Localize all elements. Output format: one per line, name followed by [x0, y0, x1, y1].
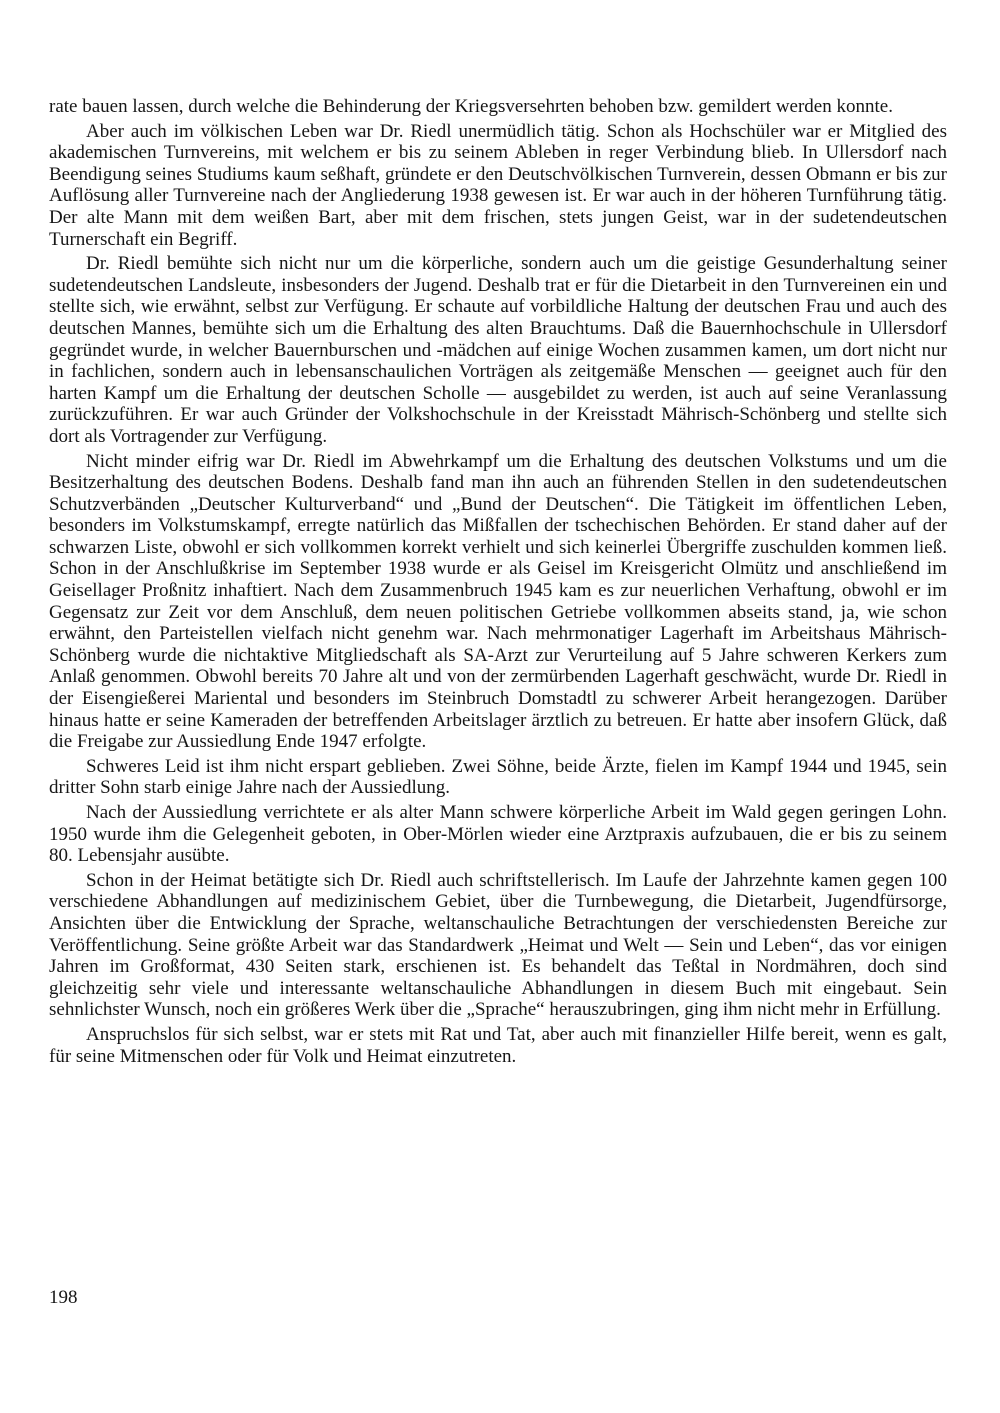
paragraph-abwehrkampf: Nicht minder eifrig war Dr. Riedl im Abwehrkampf um die Erhaltung des deutschen Volkstums und um die Besitzerhaltung des deutschen Bodens. Deshalb fand man ihn auch an führenden Stellen in den sudetendeutschen Schutzverbänden „Deutscher Kulturverband“ und „Bund der Deutschen“. Die Tätigkeit im öffentlichen Leben, besonders im Volkstumskampf, erregte natürlich das Mißfallen der tschechischen Behörden. Er stand daher auf der schwarzen Liste, obwohl er sich vollkommen korrekt verhielt und sich keinerlei Übergriffe zuschulden kommen ließ. Schon in der Anschlußkrise im September 1938 wurde er als Geisel im Kreisgericht Olmütz und anschließend im Geisellager Proßnitz inhaftiert. Nach dem Zusammenbruch 1945 kam es zur neuerlichen Verhaftung, obwohl er im Gegensatz zur Zeit vor dem Anschluß, dem neuen politischen Getriebe vollkommen abseits stand, ja, wie schon erwähnt, den Parteistellen vielfach nicht genehm war. Nach mehrmonatiger Lagerhaft im Arbeitshaus Mährisch-Schönberg wurde die nichtaktive Mitgliedschaft als SA-Arzt zur Verurteilung auf 5 Jahre schweren Kerkers zum Anlaß genommen. Obwohl bereits 70 Jahre alt und von der zermürbenden Lagerhaft geschwächt, wurde Dr. Riedl in der Eisengießerei Mariental und besonders im Steinbruch Domstadtl zu schwerer Arbeit herangezogen. Darüber hinaus hatte er seine Kameraden der betreffenden Arbeitslager ärztlich zu betreuen. Er hatte aber insofern Glück, daß die Freigabe zur Aussiedlung Ende 1947 erfolgte. — [49, 450, 947, 753]
page-body — [49, 96, 947, 1070]
paragraph-schriftstellerisch: Schon in der Heimat betätigte sich Dr. Riedl auch schriftstellerisch. Im Laufe der Jahrzehnte kamen gegen 100 verschiedene Abhandlungen auf medizinischem Gebiet, über die Turnbewegung, die Dietarbeit, Jugendfürsorge, Ansichten über die Entwicklung der Sprache, weltanschauliche Betrachtungen der verschiedensten Bereiche zur Veröffentlichung. Seine größte Arbeit war das Standardwerk „Heimat und Welt — Sein und Leben“, das vor einigen Jahren im Großformat, 430 Seiten stark, erschienen ist. Es behandelt das Teßtal in Nordmähren, doch sind gleichzeitig sehr viele und interessante weltanschauliche Abhandlungen in diesem Buch mit eingebaut. Sein sehnlichster Wunsch, noch ein größeres Werk über die „Sprache“ herauszubringen, ging ihm nicht mehr in Erfüllung. — [49, 869, 947, 1021]
page-number: 198 — [49, 1287, 78, 1308]
paragraph-nach-der-aussiedlung: Nach der Aussiedlung verrichtete er als alter Mann schwere körperliche Arbeit im Wald gegen geringen Lohn. 1950 wurde ihm die Gelegenheit geboten, in Ober-Mörlen wieder eine Arztpraxis aufzubauen, die er bis zu seinem 80. Lebensjahr ausübte. — [49, 802, 947, 867]
paragraph-schweres-leid: Schweres Leid ist ihm nicht erspart geblieben. Zwei Söhne, beide Ärzte, fielen im Kampf 1944 und 1945, sein dritter Sohn starb einige Jahre nach der Aussiedlung. — [49, 755, 947, 799]
paragraph-anspruchslos: Anspruchslos für sich selbst, war er stets mit Rat und Tat, aber auch mit finanzieller Hilfe bereit, wenn es galt, für seine Mitmenschen oder für Volk und Heimat einzutreten. — [49, 1023, 947, 1067]
paragraph-voelkisches-leben: Aber auch im völkischen Leben war Dr. Riedl unermüdlich tätig. Schon als Hochschüler war er Mitglied des akademischen Turnvereins, mit welchem er bis zu seinem Ableben in reger Verbindung blieb. In Ullersdorf nach Beendigung seines Studiums kaum seßhaft, gründete er den Deutschvölkischen Turnverein, dessen Obmann er bis zur Auflösung aller Turnvereine nach der Angliederung 1938 gewesen ist. Er war auch in der höheren Turnführung tätig. Der alte Mann mit dem weißen Bart, aber mit dem frischen, stets jungen Geist, war in der sudetendeutschen Turnerschaft ein Begriff. — [49, 120, 947, 250]
paragraph-continuation: rate bauen lassen, durch welche die Behinderung der Kriegsversehrten behoben bzw. gemildert werden konnte. — [49, 96, 893, 117]
paragraph-geistige-gesunderhaltung: Dr. Riedl bemühte sich nicht nur um die körperliche, sondern auch um die geistige Gesunderhaltung seiner sudetendeutschen Landsleute, insbesonders der Jugend. Deshalb trat er für die Dietarbeit in den Turnvereinen ein und stellte sich, wie erwähnt, selbst zur Verfügung. Er schaute auf vorbildliche Haltung der deutschen Frau und auch des deutschen Mannes, bemühte sich um die Erhaltung des alten Brauchtums. Daß die Bauernhochschule in Ullersdorf gegründet wurde, in welcher Bauernburschen und -mädchen auf einige Wochen zusammen kamen, um dort nicht nur in fachlichen, sondern auch in lebensanschaulichen Vorträgen als zeitgemäße Menschen — geeignet auch für den harten Kampf um die Erhaltung der deutschen Scholle — ausgebildet zu werden, ist auch auf seine Veranlassung zurückzuführen. Er war auch Gründer der Volkshochschule in der Kreisstadt Mährisch-Schönberg und stellte sich dort als Vortragender zur Verfügung. — [49, 253, 947, 447]
